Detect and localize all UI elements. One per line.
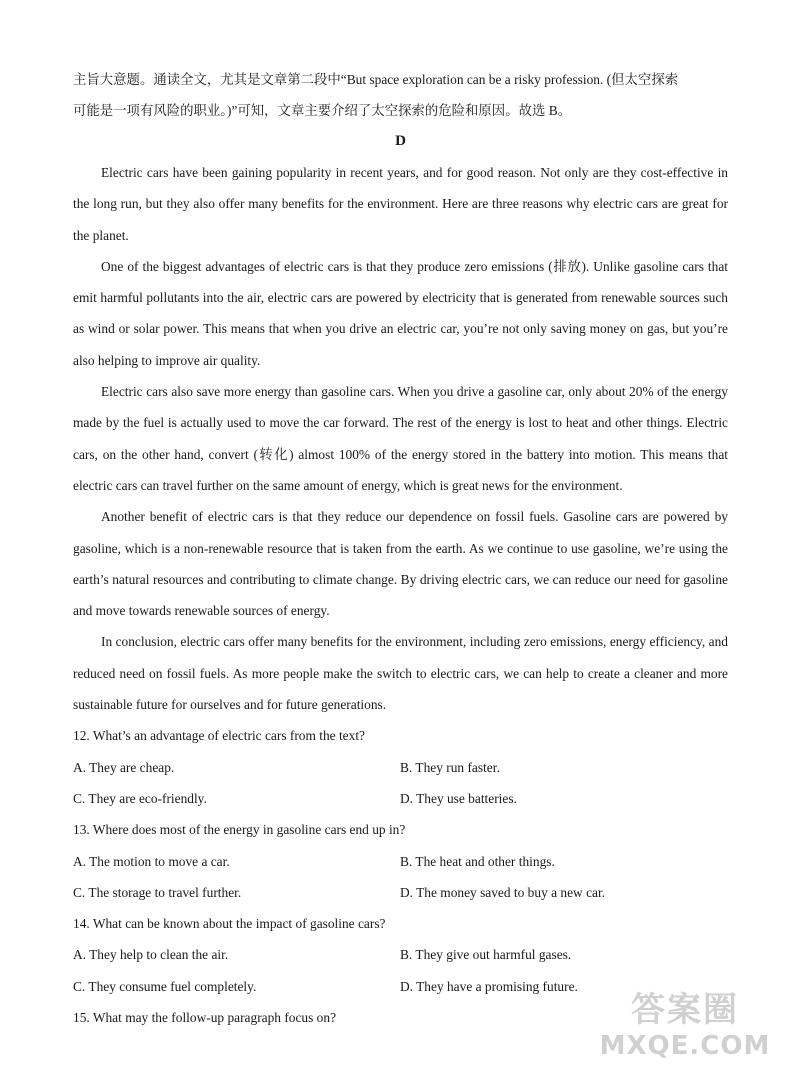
section-heading: D	[395, 133, 406, 149]
option-row	[73, 846, 728, 877]
option-d: D. They have a promising future.	[400, 978, 578, 994]
option-d: D. They use batteries.	[400, 790, 517, 806]
option-a: A. They help to clean the air.	[73, 947, 229, 963]
option-c: C. They are eco-friendly.	[73, 790, 207, 806]
question-stem: 15. What may the follow-up paragraph focus on?	[73, 1010, 337, 1026]
watermark-url: MXQE.COM	[599, 1031, 771, 1061]
option-b: B. They give out harmful gases.	[400, 947, 572, 963]
watermark-logo: 答案圈	[631, 990, 739, 1030]
passage-paragraph-5: In conclusion, electric cars offer many benefits for the environment, including zero emissions, energy efficiency, and reduced need on fossil fuels. As more people make the switch to electric cars, we can help to create a cleaner and more sustainable future for ourselves and for future generations.	[73, 634, 728, 713]
site-watermark	[590, 989, 780, 1069]
option-row	[73, 752, 728, 783]
question-14	[73, 908, 728, 1002]
passage-paragraph-3: Electric cars also save more energy than gasoline cars. When you drive a gasoline car, only about 20% of the energy made by the fuel is actually used to move the car forward. The rest of the energy is lost to heat and other things. Electric cars, on the other hand, convert (转化) almost 100% of the energy stored in the battery into motion. This means that electric cars can travel further on the same amount of energy, which is great news for the environment.	[73, 384, 728, 493]
question-13	[73, 814, 728, 908]
passage-paragraph-2: One of the biggest advantages of electric cars is that they produce zero emissions (排放). Unlike gasoline cars that emit harmful pollutants into the air, electric cars are powered by electricity that is generated from renewable sources such as wind or solar power. This means that when you drive an electric car, you’re not only saving money on gas, but you’re also helping to improve air quality.	[73, 258, 728, 368]
passage-paragraph-4: Another benefit of electric cars is that they reduce our dependence on fossil fuels. Gasoline cars are powered by gasoline, which is a non-renewable resource that is taken from the earth. As we continue to use gasoline, we’re using the earth’s natural resources and contributing to climate change. By driving electric cars, we can reduce our need for gasoline and move towards renewable sources of energy.	[73, 509, 728, 619]
question-stem: 12. What’s an advantage of electric cars from the text?	[73, 728, 365, 744]
question-12	[73, 720, 728, 814]
option-a: A. The motion to move a car.	[73, 853, 230, 869]
option-b: B. They run faster.	[400, 759, 500, 775]
intro-line-2: 可能是一项有风险的职业。)”可知，文章主要介绍了太空探索的危险和原因。故选 B。	[73, 103, 572, 118]
option-c: C. They consume fuel completely.	[73, 978, 257, 994]
document-page	[73, 64, 728, 1033]
option-b: B. The heat and other things.	[400, 853, 555, 869]
passage-paragraph-1: Electric cars have been gaining popularity in recent years, and for good reason. Not only are they cost-effective in the long run, but they also offer many benefits for the environment. Here are three reasons why electric cars are great for the planet.	[73, 165, 728, 243]
option-row	[73, 783, 728, 814]
option-row	[73, 877, 728, 908]
option-row	[73, 939, 728, 970]
intro-line-1: 主旨大意题。通读全文，尤其是文章第二段中“But space exploration can be a risky profession. (但太空探索	[73, 72, 679, 87]
option-a: A. They are cheap.	[73, 759, 175, 775]
option-d: D. The money saved to buy a new car.	[400, 884, 606, 900]
option-c: C. The storage to travel further.	[73, 884, 242, 900]
question-stem: 14. What can be known about the impact of gasoline cars?	[73, 916, 386, 932]
question-stem: 13. Where does most of the energy in gasoline cars end up in?	[73, 822, 406, 838]
